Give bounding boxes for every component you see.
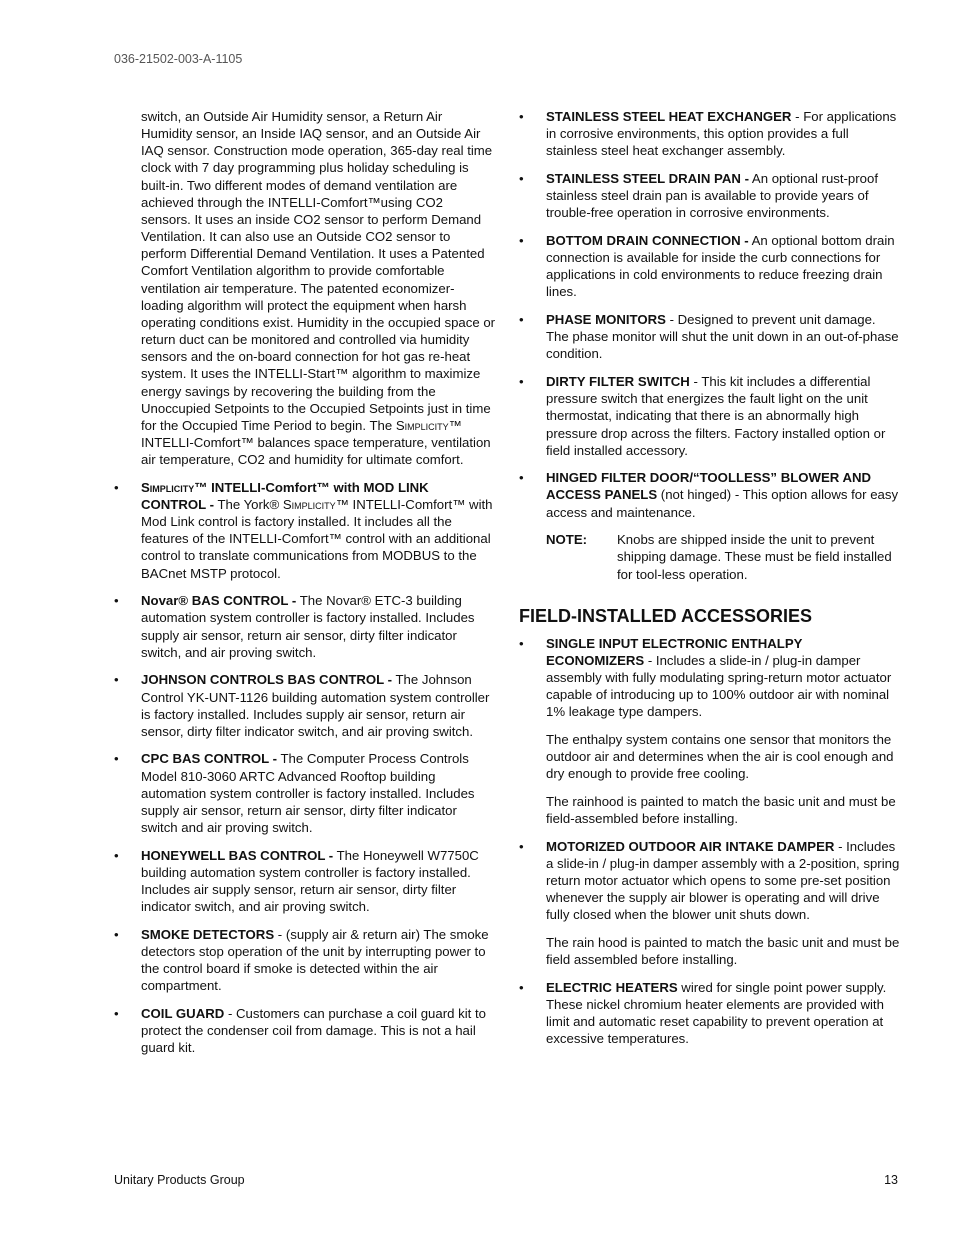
item-title: ELECTRIC HEATERS bbox=[546, 979, 678, 995]
item-body: - This kit includes a differential pressure switch that energizes the fault light on the unit thermostat, indicating that there is an abnormally high pressure drop across the filters. Factory installed option or field installed accessory. bbox=[546, 374, 886, 458]
item-title: SINGLE INPUT ELECTRONIC ENTHALPY ECONOMIZERS bbox=[546, 635, 803, 668]
item-body: ™ INTELLI-Comfort™ with Mod Link control is factory installed. It includes all the features of the INTELLI-Comfort™ control with an additional control to translate communications from MODBUS to the BACnet MSTP protocol. bbox=[141, 496, 493, 581]
list-item-heat-exchanger bbox=[519, 108, 900, 159]
bullet: • bbox=[519, 170, 524, 186]
simplicity-brand: Simplicity bbox=[141, 479, 195, 495]
bullet: • bbox=[519, 374, 524, 390]
list-item-dirty-filter bbox=[519, 373, 900, 459]
list-item-bottom-drain bbox=[519, 232, 900, 301]
item-title: HINGED FILTER DOOR/“TOOLLESS” BLOWER AND ACCESS PANELS bbox=[546, 470, 872, 503]
item-body: - Customers can purchase a coil guard kit to protect the condenser coil from damage. This is not a hail guard kit. bbox=[141, 1006, 486, 1056]
item-title: STAINLESS STEEL DRAIN PAN - bbox=[546, 170, 749, 186]
bullet: • bbox=[114, 672, 119, 688]
list-item-johnson bbox=[114, 671, 496, 740]
item-title: CPC BAS CONTROL - bbox=[141, 751, 278, 767]
item-extra-paragraph: The rain hood is painted to match the basic unit and must be field assembled before installing. bbox=[546, 935, 900, 968]
continuation-end-text: ™ INTELLI-Comfort™ balances space temperature, ventilation air temperature, CO2 and humidity for ultimate comfort. bbox=[141, 417, 491, 468]
item-extra-paragraph: The enthalpy system contains one sensor that monitors the outdoor air and determines when the air is cool enough and dry enough to provide free cooling. bbox=[546, 732, 894, 782]
item-body: - Includes a slide-in / plug-in damper assembly with fully modulating spring-return motor actuator capable of introducing up to 100% outdoor air with nominal 1% leakage type dampers. bbox=[546, 652, 892, 720]
bullet: • bbox=[114, 847, 119, 863]
item-title: MOTORIZED OUTDOOR AIR INTAKE DAMPER bbox=[546, 838, 835, 854]
bullet: • bbox=[114, 926, 119, 942]
continuation-paragraph bbox=[114, 108, 496, 468]
item-body: - For applications in corrosive environments, this option provides a full stainless steel heat exchanger assembly. bbox=[546, 109, 897, 159]
bullet: • bbox=[114, 479, 119, 495]
note-text: Knobs are shipped inside the unit to prevent shipping damage. These must be field installed for tool-less operation. bbox=[617, 532, 892, 582]
item-body: The Johnson Control YK-UNT-1126 building automation system controller is factory installed. Includes supply air sensor, return air sensor, dirty filter indicator switch, and air proving switch. bbox=[141, 672, 490, 739]
list-item-motorized-damper bbox=[519, 838, 900, 924]
left-column bbox=[114, 108, 496, 1067]
item-body: wired for single point power supply. These nickel chromium heater elements are provided with limit and automatic reset capability to prevent operation at excessive temperatures. bbox=[546, 979, 887, 1047]
item-title: BOTTOM DRAIN CONNECTION - bbox=[546, 232, 749, 248]
bullet: • bbox=[519, 109, 524, 124]
simplicity-brand: Simplicity bbox=[395, 417, 449, 433]
list-item-honeywell bbox=[114, 847, 496, 916]
item-body: - (supply air & return air) The smoke detectors stop operation of the unit by interrupting power to the control board if smoke is detected within the air compartment. bbox=[141, 926, 489, 994]
bullet: • bbox=[519, 312, 524, 328]
continuation-text: switch, an Outside Air Humidity sensor, a Return Air Humidity sensor, an Inside IAQ sensor, and an Outside Air IAQ sensor. Construction mode operation, 365-day real time clock with 7 day programming plus holiday scheduling is built-in. Two different modes of demand ventilation are achieved through the INTELLI-Comfort™using CO2 sensors. It uses an inside CO2 sensor to perform Demand Ventilation. It can also use an Outside CO2 sensor to perform Differential Demand Ventilation. It uses a Patented Comfort Ventilation algorithm to provide comfortable ventilation air temperature. The patented economizer-loading algorithm will protect the equipment when harsh operating conditions exist. Humidity in the occupied space or return duct can be monitored and controlled via humidity sensors and the on-board connection for hot gas re-heat system. It uses the INTELLI-Start™ algorithm to maximize energy savings by recovering the building from the Unoccupied Setpoints to the Occupied Setpoints just in time for the Occupied Time Period to begin. The bbox=[141, 109, 496, 433]
note-label: NOTE: bbox=[546, 532, 588, 548]
section-heading: FIELD-INSTALLED ACCESSORIES bbox=[519, 605, 813, 626]
list-item-enthalpy-economizers bbox=[519, 635, 900, 721]
item-body: (not hinged) - This option allows for easy access and maintenance. bbox=[546, 487, 899, 520]
item-body: An optional rust-proof stainless steel drain pan is available to provide years of trouble-free operation in corrosive environments. bbox=[546, 170, 878, 221]
bullet: • bbox=[114, 593, 119, 609]
bullet: • bbox=[519, 979, 524, 995]
item-body: The Honeywell W7750C building automation system controller is factory installed. Includes air supply sensor, return air sensor, dirty filter indicator switch, and air proving switch. bbox=[141, 847, 479, 915]
simplicity-brand: Simplicity bbox=[282, 496, 336, 512]
item-body: - Includes a slide-in / plug-in damper assembly with a 2-position, spring return motor actuator which opens to some pre-set position whenever the supply air blower is operating and will drive fully closed when the blower unit shuts down. bbox=[546, 838, 900, 923]
note-block bbox=[546, 531, 900, 582]
bullet: • bbox=[519, 838, 524, 854]
item-title: JOHNSON CONTROLS BAS CONTROL - bbox=[141, 672, 393, 688]
item-title: SMOKE DETECTORS bbox=[141, 926, 275, 942]
item-title: PHASE MONITORS bbox=[546, 312, 666, 328]
bullet: • bbox=[519, 635, 524, 651]
bullet: • bbox=[519, 470, 524, 486]
list-item-novar bbox=[114, 592, 496, 661]
item-title: COIL GUARD bbox=[141, 1006, 225, 1021]
item-title: Novar® BAS CONTROL - bbox=[141, 593, 297, 609]
item-body: The York® bbox=[214, 496, 283, 512]
list-item-simplicity-modlink bbox=[114, 479, 496, 582]
footer-company: Unitary Products Group bbox=[114, 1173, 245, 1187]
list-item-hinged-door bbox=[519, 469, 900, 520]
item-body: The Novar® ETC-3 building automation system controller is factory installed. Includes supply air sensor, return air sensor, dirty filter indicator switch, and air proving switch. bbox=[141, 593, 475, 660]
page-number: 13 bbox=[884, 1173, 898, 1187]
list-item-drain-pan bbox=[519, 170, 900, 221]
document-id: 036-21502-003-A-1105 bbox=[114, 52, 243, 66]
list-item-phase-monitors bbox=[519, 311, 900, 362]
item-title: DIRTY FILTER SWITCH bbox=[546, 374, 690, 390]
item-body: - Designed to prevent unit damage. The phase monitor will shut the unit down in an out-of-phase condition. bbox=[546, 312, 899, 362]
item-title: HONEYWELL BAS CONTROL - bbox=[141, 847, 334, 863]
list-item-electric-heaters bbox=[519, 979, 900, 1048]
bullet: • bbox=[114, 751, 119, 767]
item-title: STAINLESS STEEL HEAT EXCHANGER bbox=[546, 109, 792, 124]
bullet: • bbox=[114, 1006, 119, 1021]
bullet: • bbox=[519, 232, 524, 248]
item-title: ™ INTELLI-Comfort™ with MOD LINK CONTROL - bbox=[141, 479, 429, 512]
right-column bbox=[519, 108, 900, 1058]
list-item-smoke-detectors bbox=[114, 926, 496, 995]
item-extra-paragraph: The rainhood is painted to match the basic unit and must be field-assembled before installing. bbox=[546, 794, 896, 827]
list-item-cpc bbox=[114, 750, 496, 836]
item-body: The Computer Process Controls Model 810-3060 ARTC Advanced Rooftop building automation system controller is factory installed. Includes supply air sensor, return air sensor, dirty filter indicator switch and air proving switch. bbox=[141, 751, 475, 836]
list-item-coil-guard bbox=[114, 1005, 496, 1056]
item-body: An optional bottom drain connection is available for inside the curb connections for applications in cold environments to reduce freezing drain lines. bbox=[546, 232, 895, 300]
